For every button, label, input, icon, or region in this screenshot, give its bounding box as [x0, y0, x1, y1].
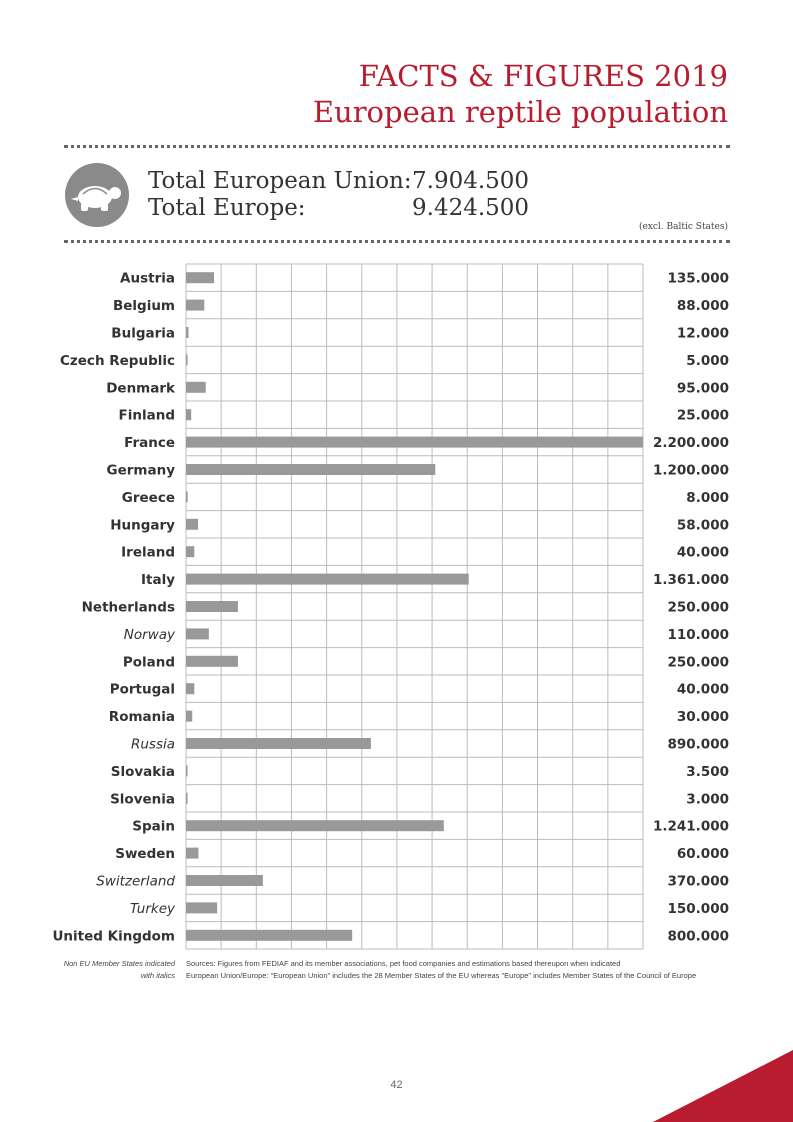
value-label: 12.000	[676, 325, 729, 342]
category-label: Portugal	[109, 681, 175, 698]
category-label: Sweden	[115, 846, 175, 863]
category-label: Slovakia	[110, 763, 175, 780]
value-label: 110.000	[667, 626, 729, 643]
bar	[186, 820, 444, 831]
value-label: 40.000	[676, 681, 729, 698]
title-line-2: European reptile population	[312, 95, 728, 129]
bar	[186, 793, 188, 804]
bar	[186, 327, 188, 338]
category-label: Romania	[108, 709, 175, 726]
category-label: Netherlands	[81, 599, 175, 616]
category-label: Italy	[140, 572, 175, 589]
bar	[186, 765, 188, 776]
category-label: France	[124, 435, 175, 452]
value-label: 30.000	[676, 709, 729, 726]
bar	[186, 382, 206, 393]
category-label: Norway	[123, 626, 175, 643]
value-label: 60.000	[676, 846, 729, 863]
category-label: Greece	[121, 489, 175, 506]
sources-line-1: Sources: Figures from FEDIAF and its member associations, pet food companies and estimations based thereupon when indicated	[186, 959, 621, 968]
page-number: 42	[390, 1079, 403, 1091]
dotted-divider-bottom	[64, 240, 730, 243]
dotted-divider-top	[64, 145, 730, 148]
bar	[186, 437, 643, 448]
bar	[186, 875, 263, 886]
bar	[186, 930, 352, 941]
bar-chart	[0, 260, 793, 955]
category-label: Germany	[106, 462, 175, 479]
page-title	[313, 58, 728, 130]
bar	[186, 628, 209, 639]
europe-total-label: Total Europe:	[148, 195, 306, 221]
value-label: 135.000	[667, 270, 729, 287]
category-label: Denmark	[106, 380, 175, 397]
value-label: 150.000	[667, 900, 729, 917]
category-label: Ireland	[121, 544, 175, 561]
bar	[186, 683, 194, 694]
bar	[186, 601, 238, 612]
category-label: Finland	[118, 407, 175, 424]
value-label: 1.361.000	[652, 572, 729, 589]
value-label: 5.000	[686, 352, 729, 369]
value-label: 2.200.000	[652, 435, 729, 452]
value-label: 88.000	[676, 298, 729, 315]
value-label: 1.241.000	[652, 818, 729, 835]
value-label: 250.000	[667, 599, 729, 616]
bar	[186, 848, 198, 859]
value-label: 25.000	[676, 407, 729, 424]
value-label: 890.000	[667, 736, 729, 753]
category-label: Austria	[120, 270, 175, 287]
value-label: 800.000	[667, 928, 729, 945]
red-corner-triangle	[653, 1050, 793, 1122]
bar	[186, 902, 217, 913]
non-eu-note-line-1: Non EU Member States indicated	[63, 959, 175, 968]
bar	[186, 409, 191, 420]
sources-note	[186, 958, 696, 982]
bar	[186, 738, 371, 749]
category-label: Russia	[130, 736, 175, 753]
bar	[186, 574, 469, 585]
bar	[186, 354, 188, 365]
value-label: 3.500	[686, 763, 729, 780]
non-eu-note	[60, 958, 175, 982]
bar	[186, 519, 198, 530]
category-label: Turkey	[129, 900, 175, 917]
non-eu-note-line-2: with italics	[140, 971, 175, 980]
category-label: Czech Republic	[60, 352, 175, 369]
eu-total-label: Total European Union:	[148, 168, 412, 194]
value-label: 58.000	[676, 517, 729, 534]
value-label: 3.000	[686, 791, 729, 808]
category-label: Switzerland	[96, 873, 175, 890]
bar	[186, 711, 192, 722]
value-label: 8.000	[686, 489, 729, 506]
bar	[186, 656, 238, 667]
bar	[186, 300, 204, 311]
category-label: Bulgaria	[111, 325, 175, 342]
value-label: 250.000	[667, 654, 729, 671]
category-label: Spain	[132, 818, 175, 835]
turtle-icon	[65, 163, 129, 227]
bar	[186, 272, 214, 283]
eu-total-value: 7.904.500	[412, 168, 530, 194]
value-label: 370.000	[667, 873, 729, 890]
bar	[186, 491, 188, 502]
europe-total-value: 9.424.500	[412, 195, 530, 221]
title-line-1: FACTS & FIGURES 2019	[358, 59, 728, 93]
category-label: Belgium	[112, 298, 175, 315]
category-label: Hungary	[110, 517, 175, 534]
bar	[186, 464, 435, 475]
baltic-note: (excl. Baltic States)	[638, 222, 728, 232]
category-label: Poland	[122, 654, 175, 671]
bar	[186, 546, 194, 557]
value-label: 1.200.000	[652, 462, 729, 479]
sources-line-2: European Union/Europe: "European Union" includes the 28 Member States of the EU whereas "Europe" includes Member States of the Council of Europe	[186, 971, 697, 980]
value-label: 40.000	[676, 544, 729, 561]
category-label: United Kingdom	[52, 928, 175, 945]
category-label: Slovenia	[110, 791, 175, 808]
value-label: 95.000	[676, 380, 729, 397]
